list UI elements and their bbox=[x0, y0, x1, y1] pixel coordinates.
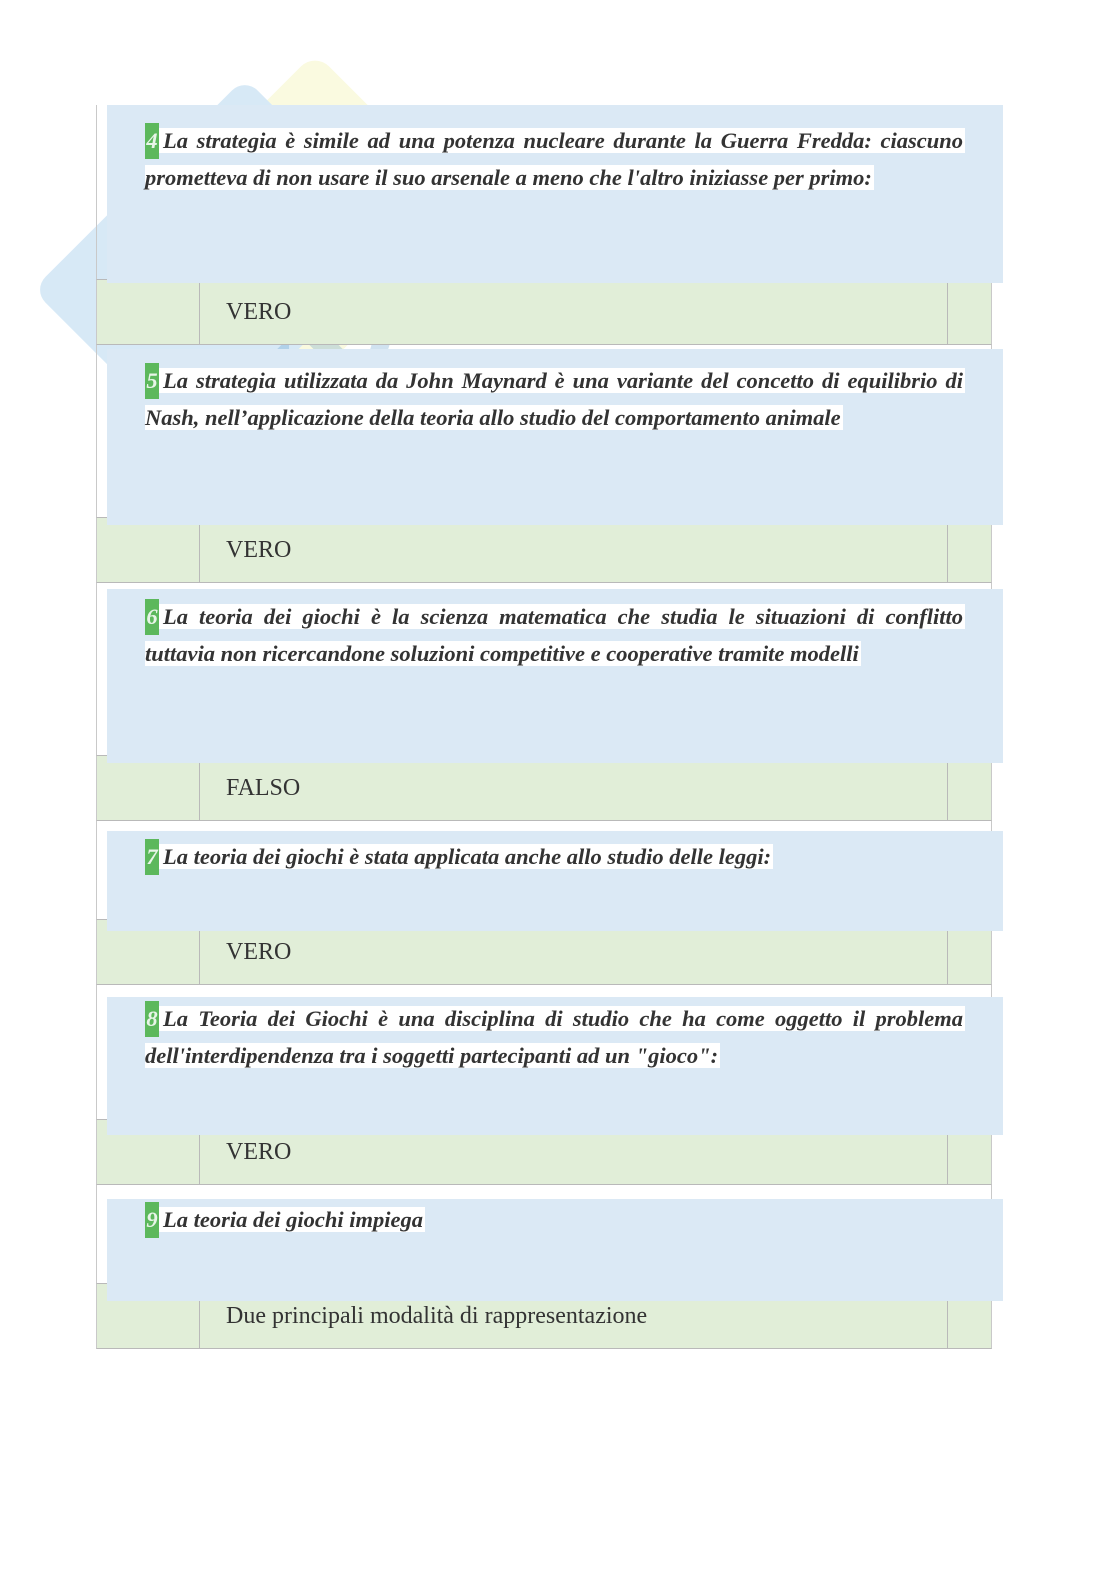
question-block bbox=[96, 985, 992, 1119]
answer-text: FALSO bbox=[200, 756, 948, 820]
quiz-list bbox=[96, 105, 992, 1349]
question-block bbox=[96, 1185, 992, 1283]
answer-text: VERO bbox=[200, 1120, 948, 1184]
question-text: La teoria dei giochi impiega bbox=[163, 1207, 423, 1232]
question-number: 9 bbox=[145, 1202, 159, 1238]
question-text-block bbox=[145, 583, 965, 672]
question-text-block bbox=[145, 985, 965, 1074]
question-text: La Teoria dei Giochi è una disciplina di studio che ha come oggetto il problema dell'interdipendenza tra i soggetti partecipanti ad un "gioco": bbox=[145, 1006, 963, 1068]
question-number: 7 bbox=[145, 839, 159, 875]
question-text: La teoria dei giochi è la scienza matematica che studia le situazioni di conflitto tuttavia non ricercandone soluzioni competitive e cooperative tramite modelli bbox=[145, 604, 963, 666]
answer-row bbox=[96, 517, 992, 583]
answer-text: VERO bbox=[200, 518, 948, 582]
question-number: 5 bbox=[145, 363, 159, 399]
question-block bbox=[96, 105, 992, 279]
question-block bbox=[96, 821, 992, 919]
question-number: 8 bbox=[145, 1001, 159, 1037]
question-number: 6 bbox=[145, 599, 159, 635]
question-block bbox=[96, 345, 992, 517]
question-block bbox=[96, 583, 992, 755]
answer-text: VERO bbox=[200, 280, 948, 344]
answer-text: Due principali modalità di rappresentazione bbox=[200, 1284, 948, 1348]
question-text-block bbox=[145, 345, 965, 436]
answer-row bbox=[96, 755, 992, 821]
answer-row bbox=[96, 279, 992, 345]
question-text-block bbox=[145, 821, 965, 875]
question-number: 4 bbox=[145, 123, 159, 159]
question-text-block bbox=[145, 1185, 965, 1238]
answer-text: VERO bbox=[200, 920, 948, 984]
question-text: La teoria dei giochi è stata applicata anche allo studio delle leggi: bbox=[163, 844, 772, 869]
question-text: La strategia utilizzata da John Maynard è una variante del concetto di equilibrio di Nash, nell’applicazione della teoria allo studio del comportamento animale bbox=[145, 368, 963, 430]
question-text: La strategia è simile ad una potenza nucleare durante la Guerra Fredda: ciascuno prometteva di non usare il suo arsenale a meno che l'altro iniziasse per primo: bbox=[145, 128, 963, 190]
question-text-block bbox=[145, 105, 965, 196]
